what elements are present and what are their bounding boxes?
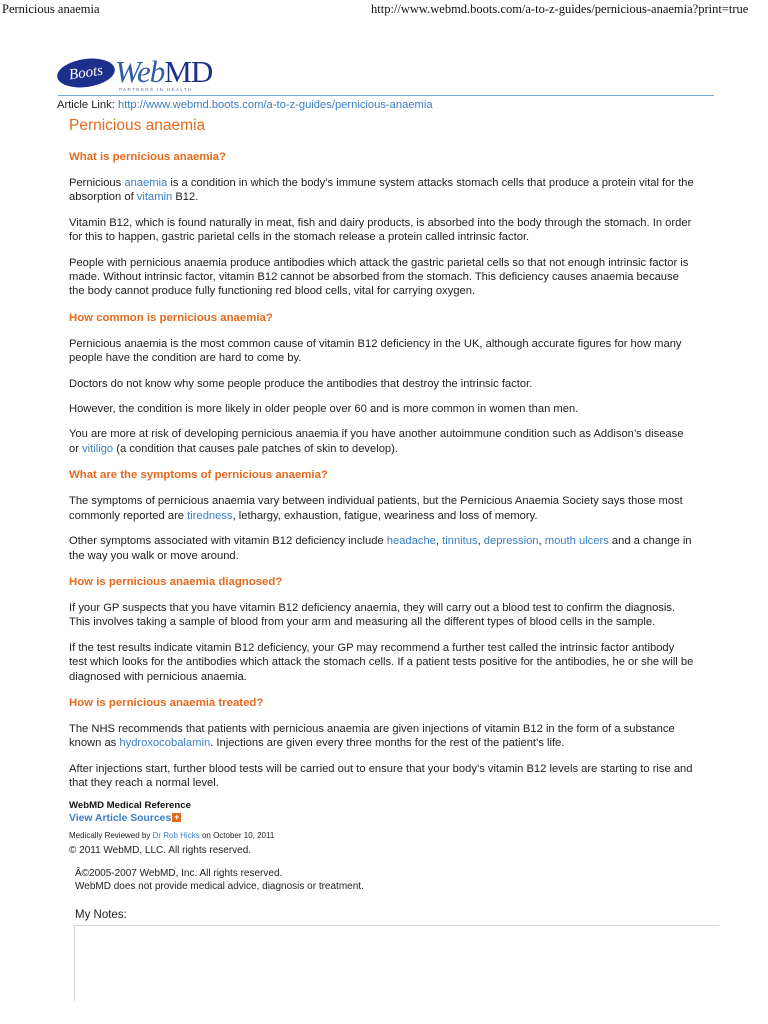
logo-tagline: PARTNERS IN HEALTH — [119, 87, 193, 92]
glossary-link[interactable]: depression — [483, 535, 539, 548]
reference-title: WebMD Medical Reference — [69, 800, 191, 811]
reviewer-link[interactable]: Dr Rob Hicks — [152, 831, 200, 840]
paragraph-text: test which looks for the antibodies which attack the stomach cells. If a patient tests positive for the antibodies, he or she will be — [69, 656, 694, 669]
glossary-link[interactable]: hydroxocobalamin — [119, 737, 211, 750]
paragraph-line — [69, 176, 718, 190]
paragraph-text: However, the condition is more likely in older people over 60 and is more common in women than men. — [69, 403, 579, 416]
paragraph-line — [69, 641, 718, 655]
paragraph-text: People with pernicious anaemia produce antibodies which attack the gastric parietal cells so that not enough intrinsic factor is — [69, 256, 689, 269]
glossary-link[interactable]: anaemia — [124, 177, 168, 189]
article-paragraph — [69, 176, 718, 205]
article-paragraph — [69, 402, 718, 416]
paragraph-line — [69, 337, 718, 351]
paragraph-text: Pernicious — [69, 177, 125, 189]
paragraph-line — [69, 776, 718, 790]
paragraph-line — [69, 216, 718, 230]
paragraph-line — [69, 549, 718, 563]
view-article-sources-link[interactable] — [69, 812, 709, 825]
webmd-web-text: Web — [115, 54, 165, 89]
glossary-link[interactable]: tinnitus — [442, 535, 478, 548]
paragraph-text: known as — [69, 737, 120, 750]
paragraph-text: (a condition that causes pale patches of skin to develop). — [113, 442, 398, 455]
glossary-link[interactable]: tiredness — [187, 509, 233, 522]
paragraph-text: is a condition in which the body’s immune system attacks stomach cells that produce a protein vital for the — [167, 177, 694, 189]
paragraph-text: for this to happen, gastric parietal cells in the stomach release a protein called intrinsic factor. — [69, 231, 530, 244]
reviewed-suffix: on October 10, 2011 — [199, 831, 275, 840]
paragraph-line — [69, 377, 718, 391]
glossary-link[interactable]: headache — [386, 535, 436, 548]
view-article-sources-label: View Article Sources — [69, 813, 172, 824]
section-heading: How common is pernicious anaemia? — [69, 311, 273, 324]
section-heading: How is pernicious anaemia treated? — [69, 696, 264, 709]
article-paragraph — [69, 534, 718, 563]
paragraph-line — [69, 615, 718, 629]
paragraph-text: people have the condition are hard to come by. — [69, 352, 302, 365]
paragraph-text: , — [435, 535, 443, 548]
paragraph-text: After injections start, further blood tests will be carried out to ensure that your body’s vitamin B12 levels are starting to rise and — [69, 762, 693, 775]
paragraph-text: Doctors do not know why some people produce the antibodies that destroy the intrinsic factor. — [69, 377, 533, 390]
paragraph-line — [69, 655, 718, 669]
my-notes-label: My Notes: — [75, 909, 127, 921]
paragraph-line — [69, 256, 718, 270]
paragraph-text: diagnosed with pernicious anaemia. — [69, 670, 247, 683]
footer-disclaimer-text: WebMD does not provide medical advice, diagnosis or treatment. — [75, 881, 364, 892]
paragraph-text: The symptoms of pernicious anaemia vary between individual patients, but the Pernicious Anaemia Society says those most — [69, 495, 683, 508]
article-paragraph — [69, 494, 718, 523]
webmd-md-text: MD — [164, 54, 213, 89]
glossary-link[interactable]: vitiligo — [82, 442, 114, 455]
copyright-text: © 2011 WebMD, LLC. All rights reserved. — [69, 845, 252, 856]
paragraph-text: that they reach a normal level. — [69, 777, 219, 790]
article-paragraph — [69, 377, 718, 391]
paragraph-line — [69, 722, 718, 736]
paragraph-line — [69, 736, 718, 750]
paragraph-line — [69, 402, 718, 416]
article-sections — [69, 150, 718, 791]
paragraph-text: the way you walk or move around. — [69, 549, 239, 562]
paragraph-line — [69, 190, 718, 204]
reviewed-prefix: Medically Reviewed by — [69, 831, 153, 840]
glossary-link[interactable]: mouth ulcers — [544, 535, 609, 548]
header-divider — [58, 95, 714, 96]
paragraph-line — [69, 494, 718, 508]
paragraph-line — [69, 534, 718, 548]
paragraph-text: or — [69, 442, 83, 455]
article-paragraph — [69, 762, 718, 791]
paragraph-text: If your GP suspects that you have vitamin B12 deficiency anaemia, they will carry out a blood test to confirm the diagnosis. — [69, 601, 676, 614]
print-header — [0, 0, 768, 20]
article-content — [69, 116, 718, 791]
glossary-link[interactable]: vitamin — [136, 191, 173, 204]
paragraph-text: This involves taking a sample of blood from your arm and measuring all the different types of blood cells in the sample. — [69, 616, 656, 629]
footer-copyright: Â©2005-2007 WebMD, Inc. All rights reserved. — [75, 868, 283, 879]
footer-disclaimer — [75, 867, 364, 893]
print-page-url: http://www.webmd.boots.com/a-to-z-guides/pernicious-anaemia?print=true — [371, 2, 749, 16]
paragraph-text: made. Without intrinsic factor, vitamin B12 cannot be absorbed from the stomach. This deficiency causes anaemia because — [69, 271, 679, 284]
boots-webmd-logo[interactable] — [57, 55, 217, 95]
paragraph-text: absorption of — [69, 191, 137, 204]
article-link-row — [57, 99, 433, 111]
paragraph-text: the body cannot produce fully functioning red blood cells, vital for carrying oxygen. — [69, 285, 476, 298]
paragraph-line — [69, 670, 718, 684]
paragraph-text: and a change in — [608, 535, 692, 548]
article-link-label: Article Link: — [57, 99, 118, 111]
paragraph-line — [69, 509, 718, 523]
paragraph-text: If the test results indicate vitamin B12 deficiency, your GP may recommend a further test called the intrinsic factor antibody — [69, 641, 675, 654]
article-title: Pernicious anaemia — [69, 117, 206, 134]
paragraph-text: , — [477, 535, 484, 548]
boots-logo-icon: Boots — [55, 55, 116, 91]
paragraph-line — [69, 284, 718, 298]
my-notes-area[interactable] — [74, 925, 719, 1001]
paragraph-text: Pernicious anaemia is the most common cause of vitamin B12 deficiency in the UK, although accurate figures for how many — [69, 337, 682, 350]
paragraph-text: Vitamin B12, which is found naturally in meat, fish and dairy products, is absorbed into the body through the stomach. In order — [69, 216, 692, 229]
article-link-url[interactable]: http://www.webmd.boots.com/a-to-z-guides/pernicious-anaemia — [117, 99, 433, 111]
print-page-title: Pernicious anaemia — [2, 2, 100, 16]
paragraph-line — [69, 230, 718, 244]
paragraph-text: , — [538, 535, 545, 548]
paragraph-line — [69, 270, 718, 284]
paragraph-text: commonly reported are — [69, 509, 188, 522]
paragraph-text: B12. — [172, 191, 199, 204]
paragraph-text: , lethargy, exhaustion, fatigue, weariness and loss of memory. — [232, 509, 538, 522]
paragraph-line — [69, 351, 718, 365]
paragraph-line — [69, 762, 718, 776]
medically-reviewed-line — [69, 831, 709, 841]
paragraph-text: Other symptoms associated with vitamin B12 deficiency include — [69, 535, 387, 548]
article-paragraph — [69, 601, 718, 630]
paragraph-line — [69, 427, 718, 441]
medical-reference-block — [69, 800, 709, 857]
paragraph-text: . Injections are given every three months for the rest of the patient’s life. — [210, 737, 565, 750]
article-paragraph — [69, 427, 718, 456]
section-heading: What is pernicious anaemia? — [69, 151, 226, 163]
webmd-wordmark — [115, 55, 212, 89]
article-paragraph — [69, 722, 718, 751]
article-paragraph — [69, 216, 718, 245]
section-heading: What are the symptoms of pernicious anaemia? — [69, 469, 328, 482]
paragraph-text: You are more at risk of developing pernicious anaemia if you have another autoimmune condition such as Addison’s disease — [69, 428, 684, 441]
expand-plus-icon[interactable]: + — [174, 812, 180, 822]
article-paragraph — [69, 256, 718, 299]
article-paragraph — [69, 641, 718, 684]
article-paragraph — [69, 337, 718, 366]
paragraph-line — [69, 442, 718, 456]
paragraph-line — [69, 601, 718, 615]
paragraph-text: The NHS recommends that patients with pernicious anaemia are given injections of vitamin B12 in the form of a substance — [69, 722, 675, 735]
section-heading: How is pernicious anaemia diagnosed? — [69, 575, 283, 588]
